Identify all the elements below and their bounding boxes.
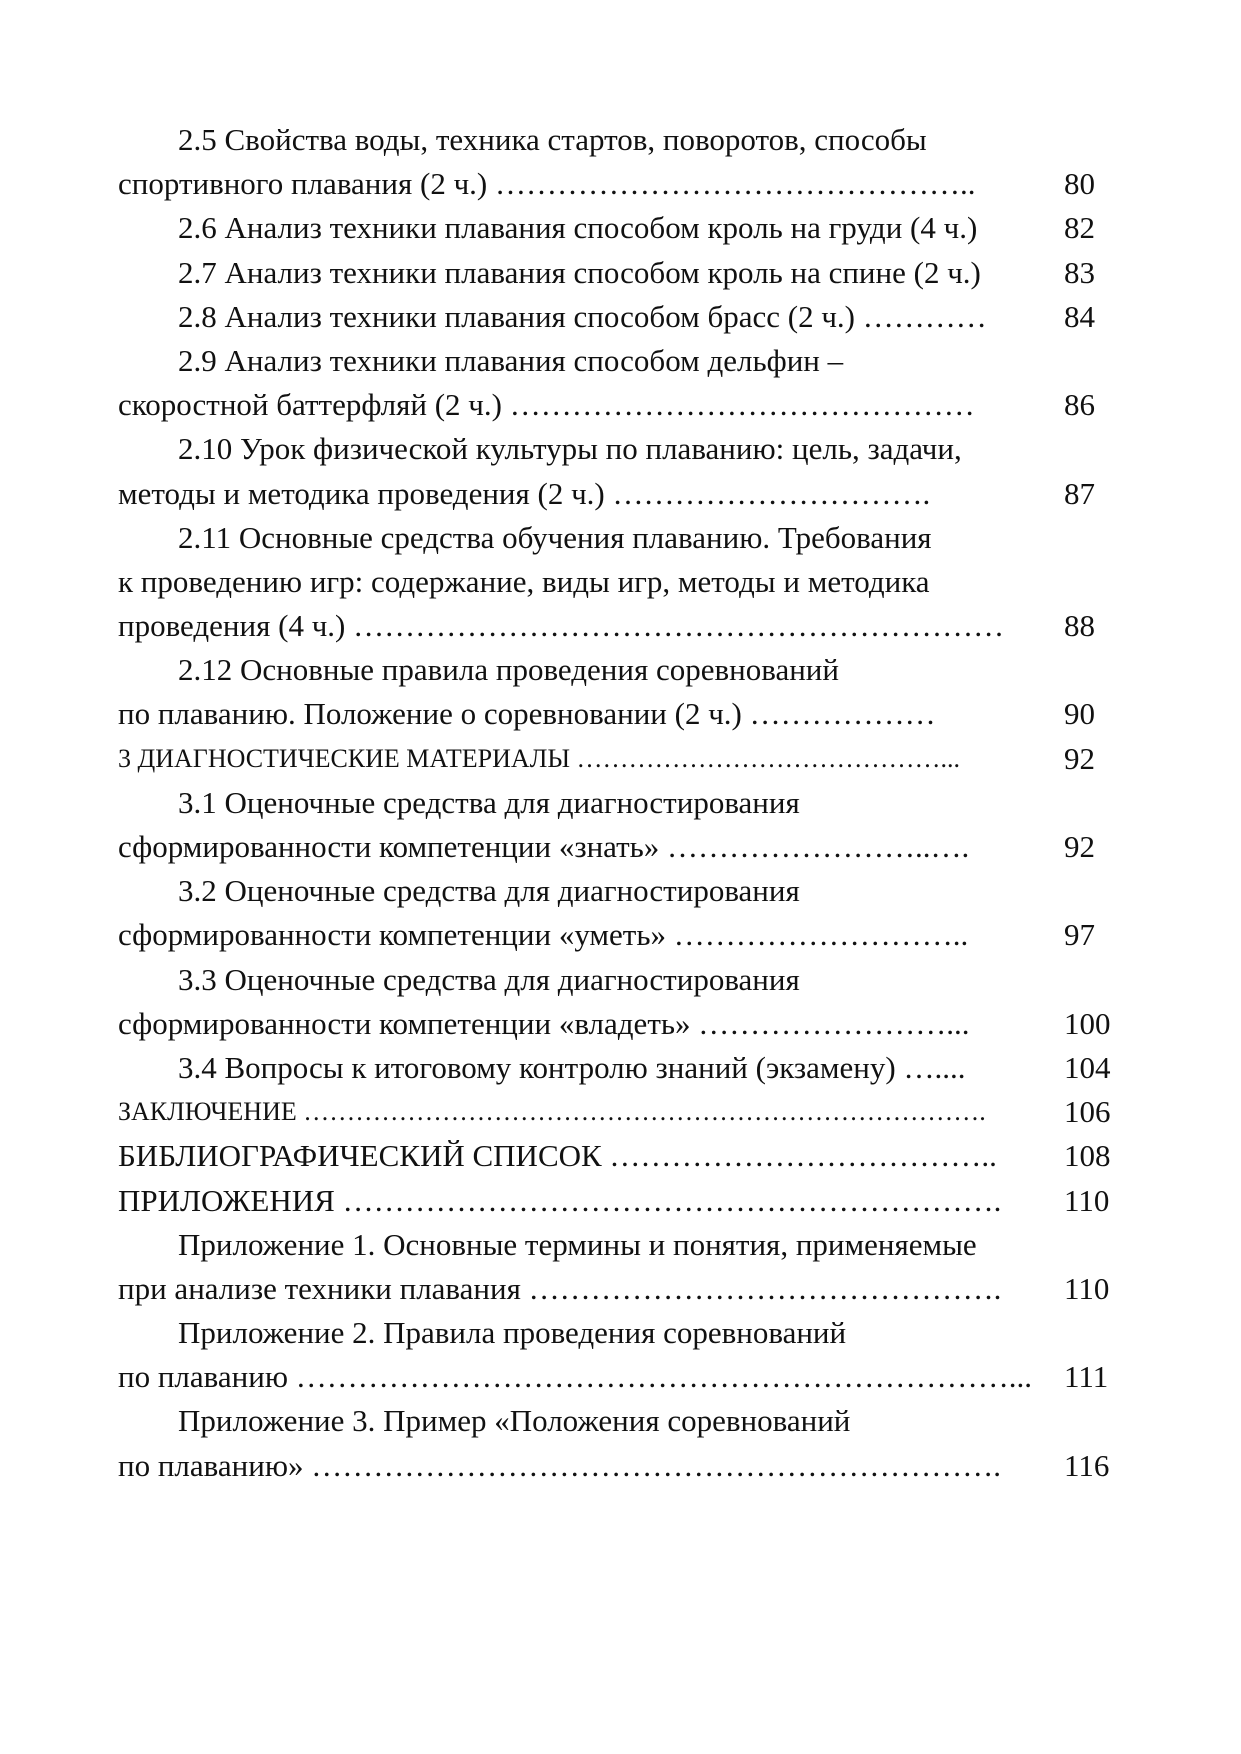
toc-entry-text: 2.5 Свойства воды, техника стартов, поворотов, способы: [178, 122, 927, 157]
toc-line: [118, 339, 1118, 383]
toc-entry-text: 3.3 Оценочные средства для диагностирования: [178, 961, 800, 997]
toc-entry-text: методы и методика проведения (2 ч.) ………………………….: [118, 475, 931, 511]
toc-line: [118, 1267, 1118, 1311]
toc-line: [118, 560, 1118, 604]
toc-line: [118, 1355, 1118, 1399]
toc-line: [118, 118, 1118, 162]
toc-line: [118, 1090, 1118, 1134]
toc-line: [118, 1223, 1118, 1267]
toc-entry-text: 2.12 Основные правила проведения соревнований: [178, 652, 839, 688]
toc-entry-text: БИБЛИОГРАФИЧЕСКИЙ СПИСОК ………………………………..: [118, 1138, 997, 1174]
toc-page-number: 82: [1064, 210, 1095, 246]
toc-entry-text: проведения (4 ч.) ………………………………………………………: [118, 608, 1005, 644]
toc-line: [118, 427, 1118, 471]
toc-page-number: 111: [1064, 1359, 1109, 1395]
toc-line: [118, 383, 1118, 427]
toc-line: [118, 692, 1118, 736]
toc-entry-text: ЗАКЛЮЧЕНИЕ …………………………………………………………………….: [118, 1097, 986, 1127]
toc-entry-text: сформированности компетенции «уметь» ………………………..: [118, 917, 969, 953]
toc-entry-text: 2.8 Анализ техники плавания способом брасс (2 ч.) …………: [178, 298, 987, 334]
toc-page-number: 110: [1064, 1270, 1110, 1306]
toc-entry-text: сформированности компетенции «знать» ……………………..….: [118, 829, 970, 864]
toc-line: [118, 472, 1118, 516]
toc-line: [118, 825, 1118, 869]
toc-line: [118, 737, 1118, 781]
table-of-contents: [118, 118, 1118, 1488]
toc-entry-text: Приложение 2. Правила проведения соревнований: [178, 1315, 847, 1351]
toc-line: [118, 604, 1118, 648]
toc-entry-text: по плаванию» ………………………………………………………….: [118, 1447, 1001, 1483]
toc-line: [118, 1134, 1118, 1178]
toc-line: [118, 295, 1118, 339]
toc-entry-text: 3 ДИАГНОСТИЧЕСКИЕ МАТЕРИАЛЫ ……………………………………...: [118, 743, 961, 773]
toc-entry-text: Приложение 1. Основные термины и понятия, применяемые: [178, 1226, 977, 1262]
toc-page-number: 90: [1064, 696, 1095, 732]
toc-line: [118, 1002, 1118, 1046]
toc-entry-text: по плаванию ……………………………………………………………...: [118, 1359, 1032, 1395]
toc-line: [118, 958, 1118, 1002]
toc-entry-text: 2.10 Урок физической культуры по плаванию: цель, задачи,: [178, 431, 962, 467]
toc-line: [118, 1046, 1118, 1090]
toc-page-number: 104: [1064, 1049, 1111, 1085]
toc-page-number: 88: [1064, 608, 1095, 644]
toc-line: [118, 1311, 1118, 1355]
toc-line: [118, 1179, 1118, 1223]
toc-page-number: 83: [1064, 254, 1095, 290]
toc-entry-text: 2.11 Основные средства обучения плаванию. Требования: [178, 519, 932, 555]
toc-line: [118, 869, 1118, 913]
toc-entry-text: спортивного плавания (2 ч.) ………………………………………..: [118, 166, 976, 202]
toc-page-number: 80: [1064, 166, 1095, 202]
toc-line: [118, 251, 1118, 295]
toc-line: [118, 162, 1118, 206]
toc-page-number: 92: [1064, 740, 1095, 776]
toc-page-number: 100: [1064, 1005, 1111, 1041]
toc-entry-text: 3.4 Вопросы к итоговому контролю знаний (экзамену) …....: [178, 1049, 966, 1085]
toc-entry-text: 3.1 Оценочные средства для диагностирования: [178, 784, 800, 820]
toc-line: [118, 781, 1118, 825]
toc-line: [118, 1444, 1118, 1488]
toc-entry-text: 2.6 Анализ техники плавания способом кроль на груди (4 ч.): [178, 210, 978, 246]
toc-page-number: 106: [1064, 1094, 1111, 1130]
toc-page-number: 116: [1064, 1447, 1110, 1483]
toc-line: [118, 516, 1118, 560]
toc-entry-text: сформированности компетенции «владеть» ……………………...: [118, 1005, 970, 1041]
toc-entry-text: 3.2 Оценочные средства для диагностирования: [178, 873, 800, 909]
toc-entry-text: к проведению игр: содержание, виды игр, методы и методика: [118, 563, 930, 599]
toc-line: [118, 913, 1118, 957]
toc-entry-text: скоростной баттерфляй (2 ч.) ………………………………………: [118, 387, 975, 423]
toc-page-number: 110: [1064, 1182, 1110, 1218]
toc-line: [118, 648, 1118, 692]
toc-page-number: 86: [1064, 387, 1095, 423]
toc-page-number: 87: [1064, 475, 1095, 511]
toc-page-number: 84: [1064, 298, 1095, 334]
toc-entry-text: Приложение 3. Пример «Положения соревнований: [178, 1403, 851, 1439]
toc-page-number: 92: [1064, 829, 1095, 864]
toc-entry-text: ПРИЛОЖЕНИЯ ……………………………………………………….: [118, 1182, 1002, 1218]
toc-page-number: 108: [1064, 1138, 1111, 1174]
toc-entry-text: 2.7 Анализ техники плавания способом кроль на спине (2 ч.): [178, 254, 981, 290]
toc-entry-text: по плаванию. Положение о соревновании (2 ч.) ………………: [118, 696, 936, 732]
toc-page-number: 97: [1064, 917, 1095, 953]
toc-line: [118, 1399, 1118, 1443]
toc-entry-text: при анализе техники плавания ……………………………………….: [118, 1270, 1002, 1306]
toc-line: [118, 206, 1118, 250]
toc-entry-text: 2.9 Анализ техники плавания способом дельфин –: [178, 342, 844, 378]
